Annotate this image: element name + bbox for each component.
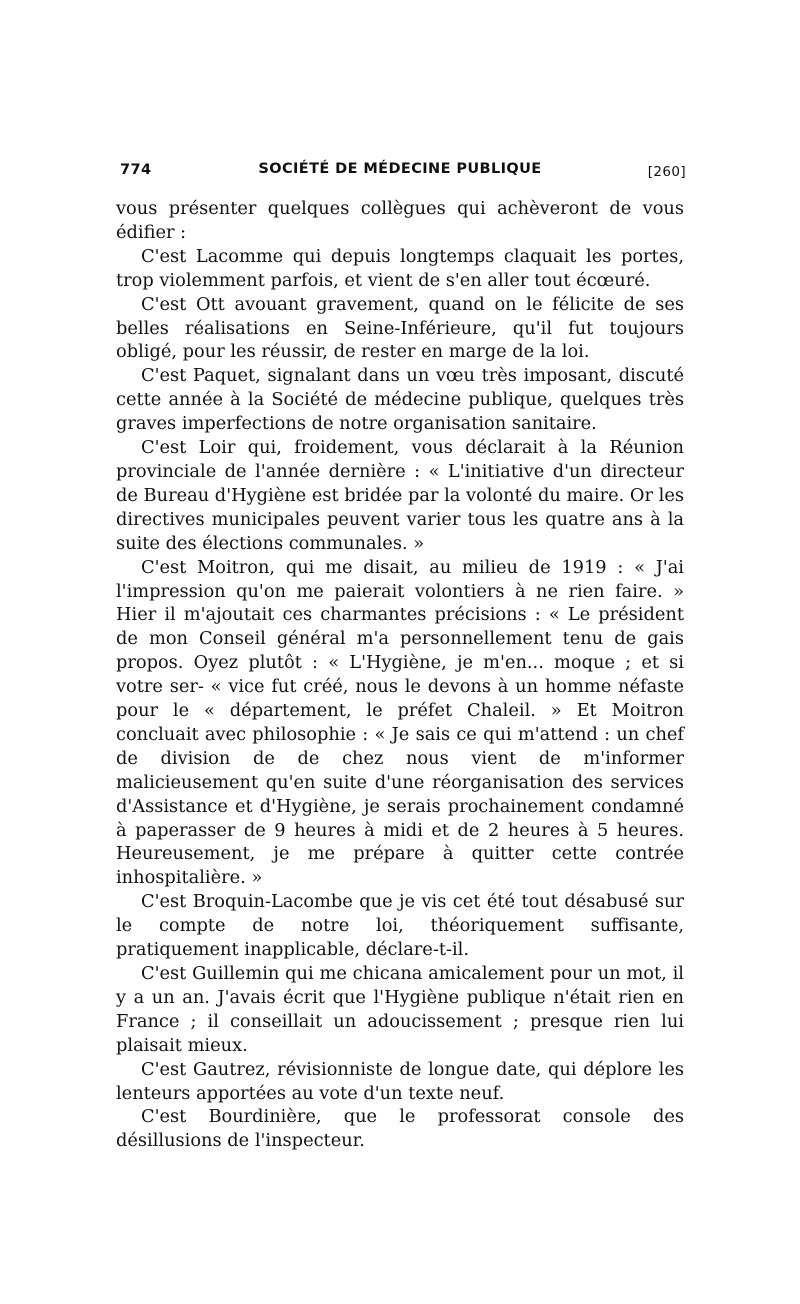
paragraph: C'est Gautrez, révisionniste de longue date, qui déplore les lenteurs apportées au vote d'un texte neuf.: [116, 1058, 684, 1104]
body-text: [116, 197, 684, 1153]
running-title: SOCIÉTÉ DE MÉDECINE PUBLIQUE: [258, 161, 542, 177]
paragraph: C'est Bourdinière, que le professorat console des désillusions de l'inspecteur.: [116, 1106, 684, 1152]
paragraph: C'est Loir qui, froidement, vous déclarait à la Réunion provinciale de l'année dernière : « L'initiative d'un directeur de Bureau d'Hygiène est bridée par la volonté du maire. Or les directives municipales peuvent varier tous les quatre ans à la suite des élections communales. »: [116, 437, 684, 554]
paragraph: C'est Ott avouant gravement, quand on le félicite de ses belles réalisations en Seine-Inférieure, qu'il fut toujours obligé, pour les réussir, de rester en marge de la loi.: [116, 293, 684, 363]
paragraph: C'est Lacomme qui depuis longtemps claquait les portes, trop violemment parfois, et vient de s'en aller tout écœuré.: [116, 245, 684, 291]
paragraph: C'est Moitron, qui me disait, au milieu de 1919 : « J'ai l'impression qu'on me paierait volontiers à ne rien faire. » Hier il m'ajoutait ces charmantes précisions : « Le président de mon Conseil général m'a personnellement tenu de gais propos. Oyez plutôt : « L'Hygiène, je m'en... moque ; et si votre ser- « vice fut créé, nous le devons à un homme néfaste pour le « département, le préfet Chaleil. » Et Moitron concluait avec philosophie : « Je sais ce qui m'attend : un chef de division de de chez nous vient de m'informer malicieusement qu'en suite d'une réorganisation des services d'Assistance et d'Hygiène, je serais prochainement condamné à paperasser de 9 heures à midi et de 2 heures à 5 heures. Heureusement, je me prépare à quitter cette contrée inhospitalière. »: [116, 556, 684, 889]
paragraph: C'est Broquin-Lacombe que je vis cet été tout désabusé sur le compte de notre loi, théoriquement suffisante, pratiquement inapplicable, déclare-t-il.: [116, 891, 684, 961]
book-page: [116, 150, 684, 1153]
paragraph: vous présenter quelques collègues qui achèveront de vous édifier :: [116, 198, 684, 243]
page-number: 774: [120, 162, 152, 178]
paragraph: C'est Paquet, signalant dans un vœu très imposant, discuté cette année à la Société de médecine publique, quelques très graves imperfections de notre organisation sanitaire.: [116, 365, 684, 435]
paragraph: C'est Guillemin qui me chicana amicalement pour un mot, il y a un an. J'avais écrit que l'Hygiène publique n'était rien en France ; il conseillait un adoucissement ; presque rien lui plaisait mieux.: [116, 963, 684, 1056]
bracketed-page-number: [260]: [647, 164, 686, 180]
page-header: [116, 150, 684, 180]
